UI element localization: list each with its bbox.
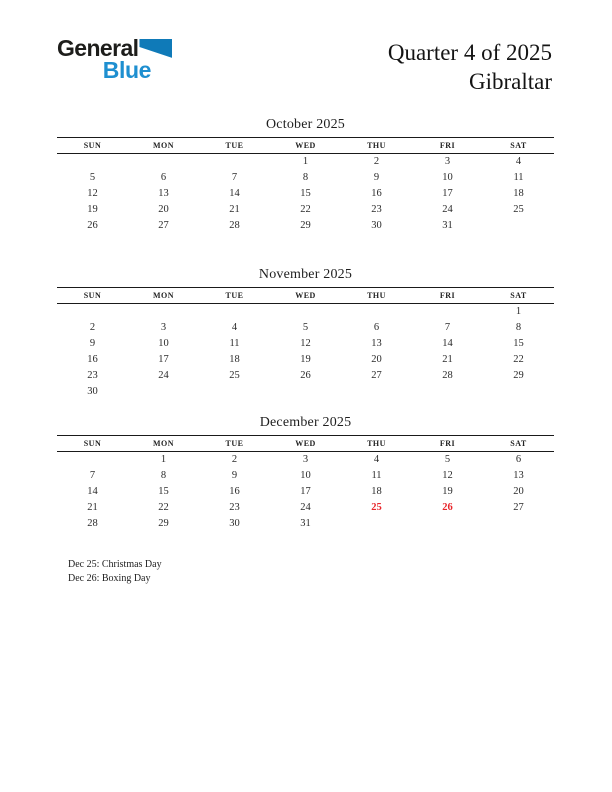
calendar-day-cell: 22 [158, 502, 169, 513]
calendar-body [57, 304, 554, 400]
calendar-day-cell: 21 [229, 204, 240, 215]
calendar-day-cell: 3 [302, 454, 309, 466]
weekday-label: THU [367, 439, 386, 448]
weekday-label: FRI [439, 141, 456, 150]
calendar-day-cell: 13 [158, 188, 169, 199]
weekday-label: FRI [439, 439, 456, 448]
calendar-day-cell: 10 [300, 470, 311, 481]
calendar-day-cell: 19 [300, 354, 311, 365]
weekday-header [57, 138, 554, 154]
calendar-empty-cell [270, 384, 341, 400]
calendar-week-row [57, 320, 554, 336]
month-section-october [57, 116, 554, 234]
calendar-day-cell: 16 [87, 354, 98, 365]
calendar-day-cell: 14 [229, 188, 240, 199]
calendar-day-cell: 17 [442, 188, 453, 199]
weekday-label: TUE [225, 439, 244, 448]
calendar-day-cell: 18 [229, 354, 240, 365]
calendar-day-cell: 11 [513, 172, 524, 183]
calendar-day-cell: 19 [87, 204, 98, 215]
calendar-day-cell: 26 [442, 502, 453, 513]
calendar-empty-cell [57, 452, 128, 468]
weekday-label: SUN [83, 439, 102, 448]
logo-flag-triangle-icon [139, 39, 172, 58]
calendar-day-cell: 1 [302, 156, 309, 168]
weekday-label: MON [152, 439, 175, 448]
calendar-day-cell: 12 [442, 470, 453, 481]
calendar-day-cell: 27 [513, 502, 524, 513]
calendar-day-cell: 21 [87, 502, 98, 513]
weekday-label: THU [367, 141, 386, 150]
calendar-day-cell: 31 [300, 518, 311, 529]
weekday-label: FRI [439, 291, 456, 300]
calendar-day-cell: 10 [442, 172, 453, 183]
weekday-label: THU [367, 291, 386, 300]
calendar-day-cell: 30 [87, 386, 98, 397]
calendar-day-cell: 19 [442, 486, 453, 497]
month-section-november [57, 266, 554, 400]
calendar-empty-cell [57, 154, 128, 170]
calendar-day-cell: 2 [373, 156, 380, 168]
calendar-day-cell: 13 [513, 470, 524, 481]
calendar-day-cell: 25 [229, 370, 240, 381]
calendar-day-cell: 8 [302, 172, 309, 183]
calendar-day-cell: 18 [371, 486, 382, 497]
calendar-day-cell: 6 [373, 322, 380, 333]
calendar-day-cell: 4 [231, 322, 238, 333]
calendar-empty-cell [483, 218, 554, 234]
calendar-day-cell: 25 [513, 204, 524, 215]
calendar-day-cell: 22 [300, 204, 311, 215]
calendar-week-row [57, 170, 554, 186]
calendar-day-cell: 28 [87, 518, 98, 529]
calendar-empty-cell [128, 154, 199, 170]
calendar-day-cell: 30 [371, 220, 382, 231]
calendar-day-cell: 25 [371, 502, 382, 513]
calendar-day-cell: 29 [513, 370, 524, 381]
calendar-day-cell: 30 [229, 518, 240, 529]
calendar-empty-cell [57, 304, 128, 320]
calendar-week-row [57, 336, 554, 352]
calendar-day-cell: 2 [89, 322, 96, 333]
month-title: October 2025 [266, 117, 345, 132]
calendar-empty-cell [128, 384, 199, 400]
calendar-week-row [57, 218, 554, 234]
calendar-empty-cell [483, 384, 554, 400]
calendar-day-cell: 5 [89, 172, 96, 183]
calendar-day-cell: 7 [89, 470, 96, 481]
weekday-label: WED [295, 141, 316, 150]
calendar-week-row [57, 154, 554, 170]
calendar-day-cell: 24 [158, 370, 169, 381]
month-title: November 2025 [258, 267, 353, 282]
calendar-empty-cell [341, 516, 412, 532]
calendar-day-cell: 11 [371, 470, 382, 481]
calendar-day-cell: 27 [371, 370, 382, 381]
calendar-day-cell: 16 [371, 188, 382, 199]
calendar-empty-cell [412, 304, 483, 320]
document-title [388, 38, 552, 96]
calendar-table-december [57, 435, 554, 532]
calendar-day-cell: 15 [300, 188, 311, 199]
calendar-empty-cell [412, 516, 483, 532]
calendar-day-cell: 1 [160, 454, 167, 466]
calendar-day-cell: 22 [513, 354, 524, 365]
calendar-day-cell: 24 [300, 502, 311, 513]
calendar-day-cell: 29 [158, 518, 169, 529]
calendar-day-cell: 6 [160, 172, 167, 183]
calendar-day-cell: 23 [87, 370, 98, 381]
weekday-label: MON [152, 291, 175, 300]
calendar-day-cell: 29 [300, 220, 311, 231]
calendar-week-row [57, 468, 554, 484]
calendar-day-cell: 17 [300, 486, 311, 497]
calendar-day-cell: 3 [160, 322, 167, 333]
calendar-week-row [57, 368, 554, 384]
calendar-week-row [57, 352, 554, 368]
calendar-day-cell: 2 [231, 454, 238, 466]
month-section-december [57, 414, 554, 532]
calendar-day-cell: 20 [158, 204, 169, 215]
calendar-day-cell: 26 [87, 220, 98, 231]
calendar-day-cell: 4 [373, 454, 380, 466]
calendar-day-cell: 15 [513, 338, 524, 349]
calendar-day-cell: 9 [231, 470, 238, 481]
calendar-day-cell: 17 [158, 354, 169, 365]
calendar-day-cell: 23 [371, 204, 382, 215]
calendar-week-row [57, 484, 554, 500]
weekday-header-row [57, 138, 554, 154]
calendar-week-row [57, 500, 554, 516]
calendar-day-cell: 18 [513, 188, 524, 199]
calendar-empty-cell [199, 304, 270, 320]
country-title: Gibraltar [468, 69, 552, 94]
calendar-table-november [57, 287, 554, 400]
holiday-note-christmas: Dec 25: Christmas Day [68, 559, 162, 570]
calendar-day-cell: 3 [444, 156, 451, 168]
calendar-day-cell: 14 [87, 486, 98, 497]
weekday-header-row [57, 436, 554, 452]
weekday-label: SAT [510, 291, 527, 300]
calendar-day-cell: 28 [229, 220, 240, 231]
calendar-day-cell: 12 [87, 188, 98, 199]
calendar-body [57, 452, 554, 532]
holiday-footnotes [68, 558, 162, 586]
calendar-day-cell: 21 [442, 354, 453, 365]
weekday-label: WED [295, 439, 316, 448]
calendar-day-cell: 27 [158, 220, 169, 231]
calendar-day-cell: 7 [444, 322, 451, 333]
weekday-label: SAT [510, 141, 527, 150]
logo-blue-text: Blue [102, 57, 151, 83]
calendar-week-row [57, 202, 554, 218]
calendar-empty-cell [341, 304, 412, 320]
calendar-day-cell: 8 [515, 322, 522, 333]
calendar-week-row [57, 452, 554, 468]
calendar-day-cell: 26 [300, 370, 311, 381]
calendar-empty-cell [199, 154, 270, 170]
month-title: December 2025 [259, 415, 352, 430]
calendar-empty-cell [341, 384, 412, 400]
calendar-day-cell: 12 [300, 338, 311, 349]
weekday-label: TUE [225, 291, 244, 300]
weekday-label: SUN [83, 291, 102, 300]
weekday-label: TUE [225, 141, 244, 150]
holiday-note-boxing-day: Dec 26: Boxing Day [68, 573, 151, 584]
calendar-day-cell: 8 [160, 470, 167, 481]
weekday-header [57, 288, 554, 304]
calendar-day-cell: 10 [158, 338, 169, 349]
weekday-label: SAT [510, 439, 527, 448]
calendar-empty-cell [128, 304, 199, 320]
calendar-day-cell: 31 [442, 220, 453, 231]
weekday-header-row [57, 288, 554, 304]
calendar-day-cell: 9 [89, 338, 96, 349]
calendar-day-cell: 28 [442, 370, 453, 381]
quarter-title: Quarter 4 of 2025 [387, 40, 552, 65]
calendar-week-row [57, 304, 554, 320]
calendar-day-cell: 9 [373, 172, 380, 183]
calendar-week-row [57, 384, 554, 400]
calendar-empty-cell [483, 516, 554, 532]
calendar-empty-cell [412, 384, 483, 400]
calendar-day-cell: 24 [442, 204, 453, 215]
calendar-table-october [57, 137, 554, 234]
weekday-label: SUN [83, 141, 102, 150]
calendar-empty-cell [199, 384, 270, 400]
calendar-day-cell: 15 [158, 486, 169, 497]
calendar-empty-cell [270, 304, 341, 320]
calendar-week-row [57, 186, 554, 202]
calendar-day-cell: 20 [371, 354, 382, 365]
calendar-day-cell: 13 [371, 338, 382, 349]
weekday-header [57, 436, 554, 452]
calendar-day-cell: 20 [513, 486, 524, 497]
calendar-day-cell: 11 [229, 338, 240, 349]
calendar-day-cell: 1 [515, 306, 522, 318]
weekday-label: WED [295, 291, 316, 300]
calendar-day-cell: 14 [442, 338, 453, 349]
weekday-label: MON [152, 141, 175, 150]
general-blue-logo [57, 37, 172, 81]
calendar-day-cell: 7 [231, 172, 238, 183]
calendar-day-cell: 4 [515, 156, 522, 168]
logo-general-text: General [57, 35, 139, 61]
calendar-body [57, 154, 554, 234]
calendar-day-cell: 5 [302, 322, 309, 333]
calendar-day-cell: 16 [229, 486, 240, 497]
calendar-day-cell: 5 [444, 454, 451, 466]
calendar-day-cell: 6 [515, 454, 522, 466]
calendar-week-row [57, 516, 554, 532]
calendar-day-cell: 23 [229, 502, 240, 513]
